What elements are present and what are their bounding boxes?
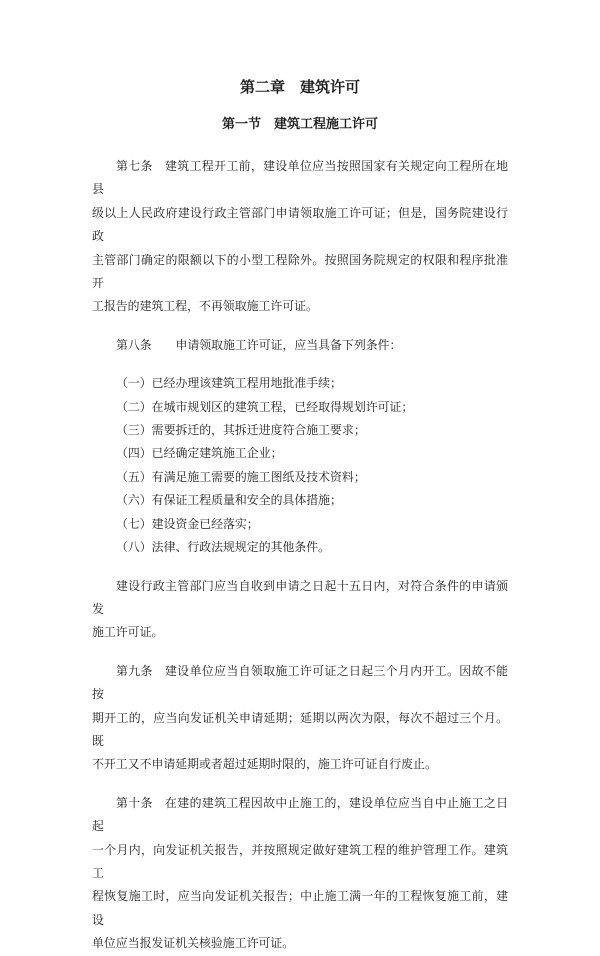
list-item-1: （一）已经办理该建筑工程用地批准手续； [116,376,342,391]
text-line: 施工许可证。 [92,625,164,640]
text-line: 一个月内，向发证机关报告，并按照规定做好建筑工程的维护管理工作。建筑工 [92,842,508,880]
article-8-closing-paragraph [92,575,508,645]
article-8-heading [92,334,508,357]
list-item-4: （四）已经确定建筑施工企业； [116,446,283,461]
text-line: 程恢复施工时，应当向发证机关报告；中止施工满一年的工程恢复施工前，建设 [92,889,508,927]
list-item-8: （八）法律、行政法规规定的其他条件。 [116,540,331,555]
text-line: 第十条 在建的建筑工程因故中止施工的，建设单位应当自中止施工之日起 [92,795,508,834]
list-item-7: （七）建设资金已经落实； [116,516,259,531]
text-line: 不开工又不申请延期或者超过延期时限的，施工许可证自行废止。 [92,757,437,772]
text-line: 级以上人民政府建设行政主管部门申请领取施工许可证；但是，国务院建设行政 [92,205,508,244]
list-item-6: （六）有保证工程质量和安全的具体措施； [116,493,342,508]
article-10-paragraph [92,792,508,956]
section-title: 第一节 建筑工程施工许可 [221,116,378,131]
text-line: 建设行政主管部门应当自收到申请之日起十五日内，对符合条件的申请颁发 [92,578,508,616]
text-line: 期开工的，应当向发证机关申请延期；延期以两次为限，每次不超过三个月。既 [92,710,508,748]
list-item-5: （五）有满足施工需要的施工图纸及技术资料； [116,469,366,484]
text-line: 第七条 建筑工程开工前，建设单位应当按照国家有关规定向工程所在地县 [92,159,508,197]
text-line: 第八条 申请领取施工许可证，应当具备下列条件： [116,337,402,352]
text-line: 主管部门确定的限额以下的小型工程除外。按照国务院规定的权限和程序批准开 [92,252,508,291]
article-9-paragraph [92,660,508,777]
article-7-paragraph [92,155,508,319]
article-8-conditions-list [92,372,508,559]
text-line: 工报告的建筑工程，不再领取施工许可证。 [92,299,318,314]
list-item-2: （二）在城市规划区的建筑工程，已经取得规划许可证； [116,399,414,414]
list-item-3: （三）需要拆迁的，其拆迁进度符合施工要求； [116,423,366,438]
chapter-title: 第二章 建筑许可 [239,80,360,96]
text-line: 第九条 建设单位应当自领取施工许可证之日起三个月内开工。因故不能按 [92,663,508,702]
text-line: 单位应当报发证机关核验施工许可证。 [92,936,295,951]
document-body [92,155,508,956]
